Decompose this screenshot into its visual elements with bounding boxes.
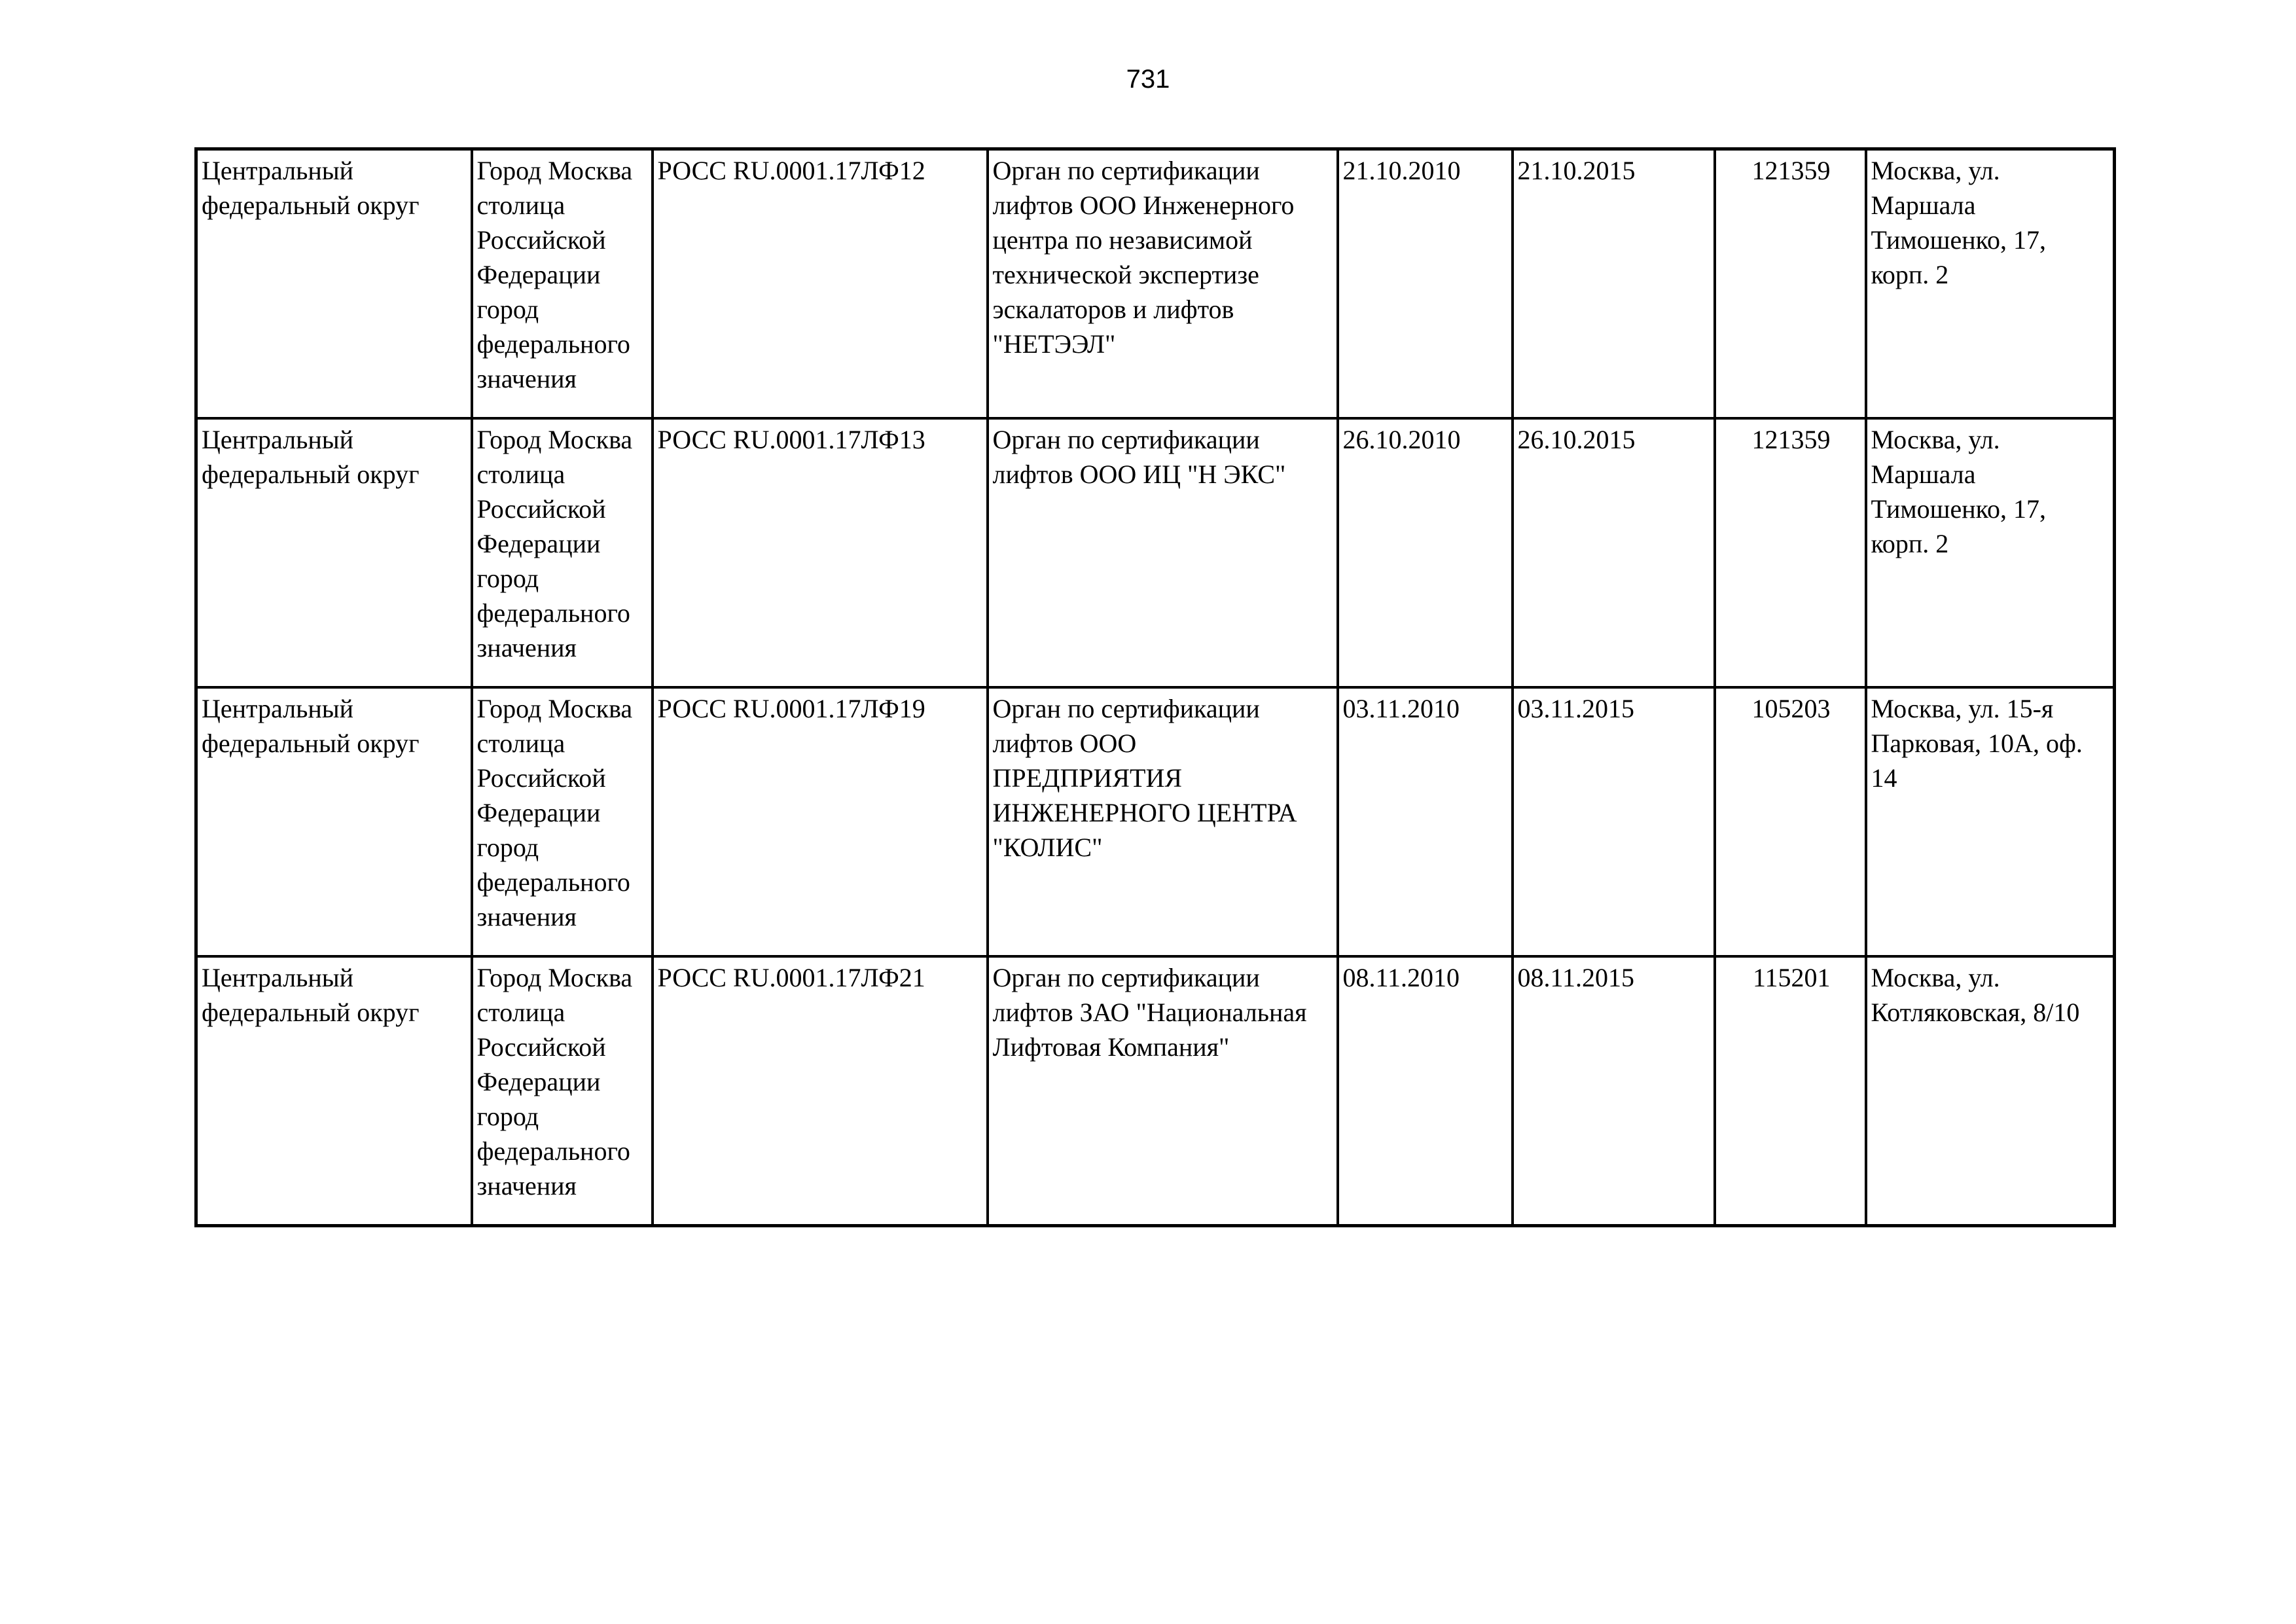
organization-cell: Орган по сертификации лифтов ООО ПРЕДПРИЯТИЯ ИНЖЕНЕРНОГО ЦЕНТРА "КОЛИС": [988, 687, 1338, 956]
date-from-cell: 03.11.2010: [1338, 687, 1513, 956]
postcode-cell: 121359: [1715, 149, 1866, 419]
address-cell: Москва, ул. Маршала Тимошенко, 17, корп. 2: [1866, 418, 2115, 687]
postcode-cell: 121359: [1715, 418, 1866, 687]
postcode-cell: 105203: [1715, 687, 1866, 956]
region-cell: Город Москва столица Российской Федерации город федерального значения: [472, 687, 653, 956]
date-to-cell: 21.10.2015: [1513, 149, 1715, 419]
region-cell: Город Москва столица Российской Федерации город федерального значения: [472, 418, 653, 687]
reg-number-cell: РОСС RU.0001.17ЛФ19: [653, 687, 988, 956]
district-cell: Центральный федеральный округ: [196, 956, 472, 1226]
region-cell: Город Москва столица Российской Федерации город федерального значения: [472, 956, 653, 1226]
certification-bodies-table: [194, 147, 2116, 1227]
table-row: [196, 418, 2115, 687]
reg-number-cell: РОСС RU.0001.17ЛФ12: [653, 149, 988, 419]
reg-number-cell: РОСС RU.0001.17ЛФ13: [653, 418, 988, 687]
table-row: [196, 687, 2115, 956]
region-cell: Город Москва столица Российской Федерации город федерального значения: [472, 149, 653, 419]
date-from-cell: 08.11.2010: [1338, 956, 1513, 1226]
district-cell: Центральный федеральный округ: [196, 418, 472, 687]
date-to-cell: 26.10.2015: [1513, 418, 1715, 687]
organization-cell: Орган по сертификации лифтов ЗАО "Национальная Лифтовая Компания": [988, 956, 1338, 1226]
district-cell: Центральный федеральный округ: [196, 149, 472, 419]
reg-number-cell: РОСС RU.0001.17ЛФ21: [653, 956, 988, 1226]
organization-cell: Орган по сертификации лифтов ООО Инженерного центра по независимой технической экспертизе эскалаторов и лифтов "НЕТЭЭЛ": [988, 149, 1338, 419]
date-to-cell: 08.11.2015: [1513, 956, 1715, 1226]
organization-cell: Орган по сертификации лифтов ООО ИЦ "Н ЭКС": [988, 418, 1338, 687]
postcode-cell: 115201: [1715, 956, 1866, 1226]
date-to-cell: 03.11.2015: [1513, 687, 1715, 956]
date-from-cell: 21.10.2010: [1338, 149, 1513, 419]
table-row: [196, 149, 2115, 419]
address-cell: Москва, ул. Маршала Тимошенко, 17, корп. 2: [1866, 149, 2115, 419]
address-cell: Москва, ул. Котляковская, 8/10: [1866, 956, 2115, 1226]
district-cell: Центральный федеральный округ: [196, 687, 472, 956]
page-number: 731: [1126, 65, 1170, 94]
date-from-cell: 26.10.2010: [1338, 418, 1513, 687]
table-row: [196, 956, 2115, 1226]
address-cell: Москва, ул. 15-я Парковая, 10А, оф. 14: [1866, 687, 2115, 956]
